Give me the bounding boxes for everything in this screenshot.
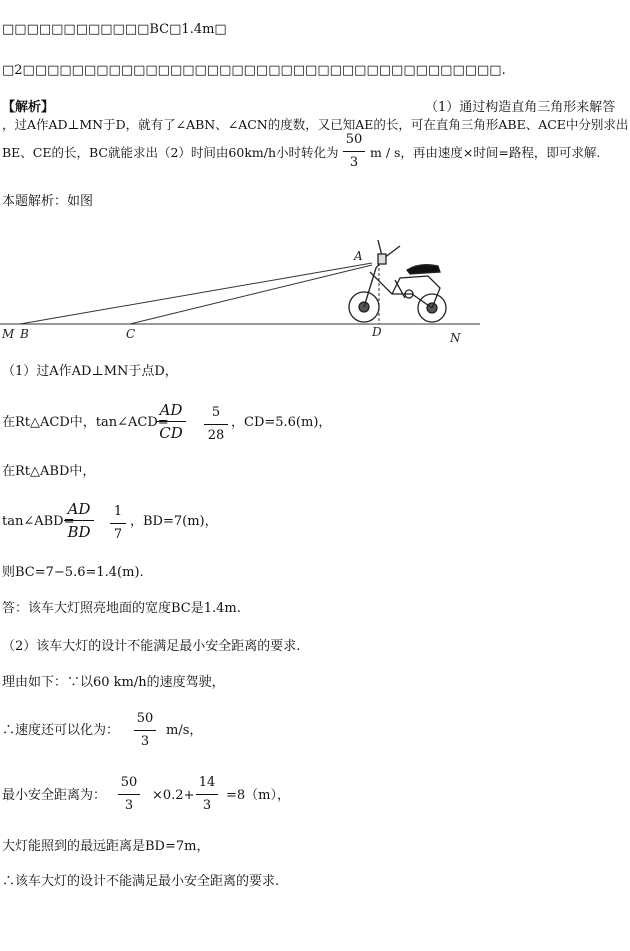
analysis-heading-right: （1）通过构造直角三角形来解答 xyxy=(425,100,616,115)
reason-line: 理由如下：∵以60 km/h的速度驾驶， xyxy=(2,675,225,690)
step-5: 则BC=7−5.6=1.4(m). xyxy=(2,565,144,580)
point-label-a: A xyxy=(354,249,363,263)
step-3: 在Rt△ABD中， xyxy=(2,464,96,479)
conclusion-line: ∴该车大灯的设计不能满足最小安全距离的要求. xyxy=(2,874,280,889)
solution-intro: 本题解析：如图 xyxy=(2,194,94,209)
fraction-tan-acd: AD CD xyxy=(156,401,186,442)
point-label-m: M xyxy=(2,327,15,341)
motorcycle-icon xyxy=(349,240,446,322)
point-label-c: C xyxy=(126,327,136,341)
fraction-value-abd: 1 7 xyxy=(110,503,126,544)
min-distance-a: 最小安全距离为： xyxy=(2,788,107,803)
analysis-line-2b: m / s，再由速度×时间=路程，即可求解. xyxy=(370,145,601,160)
min-distance-c: =8（m）， xyxy=(226,788,290,803)
fraction-min-2: 14 3 xyxy=(196,774,218,815)
diagram-figure xyxy=(0,232,490,347)
garbled-line-1: □□□□□□□□□□□□BC□1.4m□ xyxy=(2,22,227,37)
fraction-min-1: 50 3 xyxy=(118,774,140,815)
answer-1: 答：该车大灯照亮地面的宽度BC是1.4m. xyxy=(2,601,241,616)
fraction-tan-abd: AD BD xyxy=(64,500,94,541)
point-label-d: D xyxy=(372,325,382,339)
step-2b: ，CD=5.6(m)， xyxy=(231,415,332,430)
step-4a: tan∠ABD= xyxy=(2,514,75,529)
answer-2-heading: （2）该车大灯的设计不能满足最小安全距离的要求. xyxy=(2,639,301,654)
step-1: （1）过A作AD⊥MN于点D， xyxy=(2,364,178,379)
ray-ab xyxy=(20,263,372,324)
speed-line-a: ∴速度还可以化为： xyxy=(2,723,120,738)
min-distance-b: ×0.2+ xyxy=(152,788,195,803)
point-label-b: B xyxy=(20,327,29,341)
fraction-speed: 50 3 xyxy=(134,710,156,751)
fraction-value-acd: 5 28 xyxy=(204,404,228,445)
jiexi-tag: 【解析】 xyxy=(2,100,55,115)
garbled-line-2: □2□□□□□□□□□□□□□□□□□□□□□□□□□□□□□□□□□□□□□□□. xyxy=(2,63,506,78)
step-4b: ，BD=7(m)， xyxy=(130,514,218,529)
speed-line-b: m/s， xyxy=(166,723,203,738)
analysis-line-2a: BE、CE的长，BC就能求出（2）时间由60km/h小时转化为 xyxy=(2,145,339,160)
point-label-n: N xyxy=(450,331,461,345)
max-reach-line: 大灯能照到的最远距离是BD=7m， xyxy=(2,839,210,854)
fraction-intro: 50 3 xyxy=(343,131,365,172)
step-2a: 在Rt△ACD中，tan∠ACD= xyxy=(2,415,169,430)
analysis-line: ，过A作AD⊥MN于D，就有了∠ABN、∠ACN的度数，又已知AE的长，可在直角三角形ABE、ACE中分别求出 xyxy=(2,117,629,132)
ray-ac xyxy=(130,265,372,324)
